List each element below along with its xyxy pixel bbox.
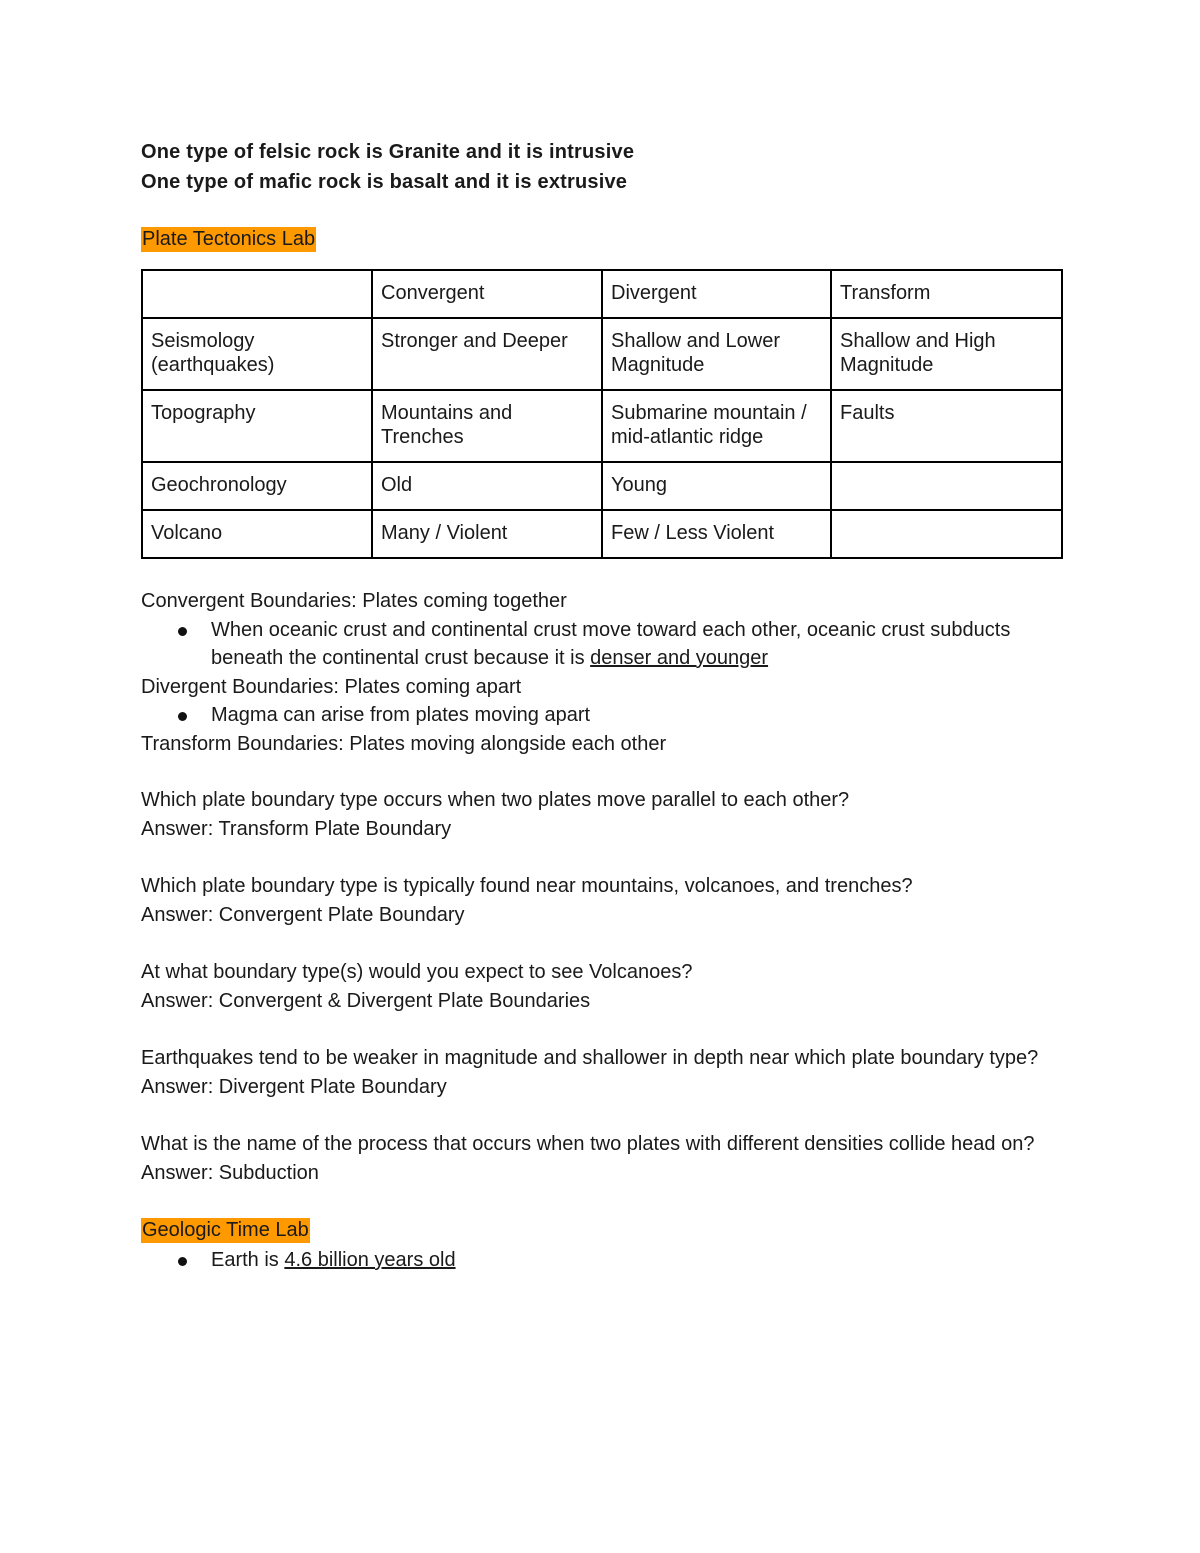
table-header-cell: Convergent bbox=[372, 270, 602, 318]
blank-line bbox=[141, 197, 1061, 225]
table-row bbox=[142, 462, 1062, 510]
table-header-cell bbox=[142, 270, 372, 318]
question-text: At what boundary type(s) would you expect to see Volcanoes? bbox=[141, 961, 693, 983]
convergent-bullet-underlined: denser and younger bbox=[590, 647, 769, 669]
geo-bullet-underlined: 4.6 billion years old bbox=[284, 1249, 456, 1271]
plate-lab-heading bbox=[141, 225, 1061, 255]
question-text: What is the name of the process that occurs when two plates with different densities collide head on? bbox=[141, 1133, 1035, 1155]
answer-text: Answer: Transform Plate Boundary bbox=[141, 817, 452, 840]
divergent-bullet-text: Magma can arise from plates moving apart bbox=[211, 704, 591, 726]
table-cell: Many / Violent bbox=[372, 510, 602, 558]
table-cell: Old bbox=[372, 462, 602, 510]
bullet-icon bbox=[178, 627, 187, 636]
table-cell: Mountains and Trenches bbox=[372, 390, 602, 462]
qa-block bbox=[141, 786, 1061, 843]
convergent-bullet-text: When oceanic crust and continental crust move toward each other, oceanic crust subducts beneath the continental crust because it is bbox=[211, 618, 1011, 669]
question-text: Which plate boundary type is typically found near mountains, volcanoes, and trenches? bbox=[141, 875, 913, 897]
transform-boundaries-text: Transform Boundaries: Plates moving alongside each other bbox=[141, 732, 667, 755]
table-cell: Topography bbox=[142, 390, 372, 462]
list-item bbox=[211, 616, 1061, 673]
table-row bbox=[142, 510, 1062, 558]
qa-block bbox=[141, 958, 1061, 1015]
table-cell: Shallow and High Magnitude bbox=[831, 318, 1062, 390]
answer-text: Answer: Convergent & Divergent Plate Boundaries bbox=[141, 989, 591, 1012]
geo-bullet-text: Earth is bbox=[211, 1249, 285, 1271]
bullet-icon bbox=[178, 712, 187, 721]
qa-block bbox=[141, 1130, 1061, 1187]
table-cell bbox=[831, 510, 1062, 558]
table-row bbox=[142, 390, 1062, 462]
table-header-cell: Transform bbox=[831, 270, 1062, 318]
table-cell: Shallow and Lower Magnitude bbox=[602, 318, 831, 390]
intro-mafic-line: One type of mafic rock is basalt and it is extrusive bbox=[141, 170, 628, 193]
table-cell: Stronger and Deeper bbox=[372, 318, 602, 390]
table-cell: Geochronology bbox=[142, 462, 372, 510]
list-item bbox=[211, 701, 1061, 730]
table-cell: Young bbox=[602, 462, 831, 510]
table-cell: Submarine mountain / mid-atlantic ridge bbox=[602, 390, 831, 462]
table-cell: Volcano bbox=[142, 510, 372, 558]
question-text: Which plate boundary type occurs when two plates move parallel to each other? bbox=[141, 789, 850, 811]
table-cell: Few / Less Violent bbox=[602, 510, 831, 558]
answer-text: Answer: Divergent Plate Boundary bbox=[141, 1075, 447, 1098]
document-page bbox=[141, 138, 1061, 1275]
geo-lab-heading bbox=[141, 1216, 1061, 1246]
table-header-row bbox=[142, 270, 1062, 318]
plate-lab-title: Plate Tectonics Lab bbox=[142, 228, 316, 250]
answer-text: Answer: Convergent Plate Boundary bbox=[141, 903, 465, 926]
table-cell bbox=[831, 462, 1062, 510]
table-cell: Seismology (earthquakes) bbox=[142, 318, 372, 390]
blank-line bbox=[141, 758, 1061, 786]
geo-bullet-list bbox=[141, 1246, 1061, 1275]
divergent-bullet-list bbox=[141, 701, 1061, 730]
plate-boundary-table bbox=[141, 269, 1063, 559]
table-row bbox=[142, 318, 1062, 390]
table-cell: Faults bbox=[831, 390, 1062, 462]
bullet-icon bbox=[178, 1257, 187, 1266]
answer-text: Answer: Subduction bbox=[141, 1161, 319, 1184]
qa-block bbox=[141, 1044, 1061, 1101]
convergent-boundaries-text: Convergent Boundaries: Plates coming together bbox=[141, 590, 567, 612]
list-item bbox=[211, 1246, 1061, 1275]
question-text: Earthquakes tend to be weaker in magnitude and shallower in depth near which plate boundary type? bbox=[141, 1047, 1039, 1069]
divergent-boundaries-text: Divergent Boundaries: Plates coming apart bbox=[141, 675, 522, 698]
convergent-bullet-list bbox=[141, 616, 1061, 673]
qa-block bbox=[141, 872, 1061, 929]
intro-felsic-line: One type of felsic rock is Granite and it is intrusive bbox=[141, 141, 635, 163]
table-header-cell: Divergent bbox=[602, 270, 831, 318]
geo-lab-title: Geologic Time Lab bbox=[142, 1219, 309, 1241]
